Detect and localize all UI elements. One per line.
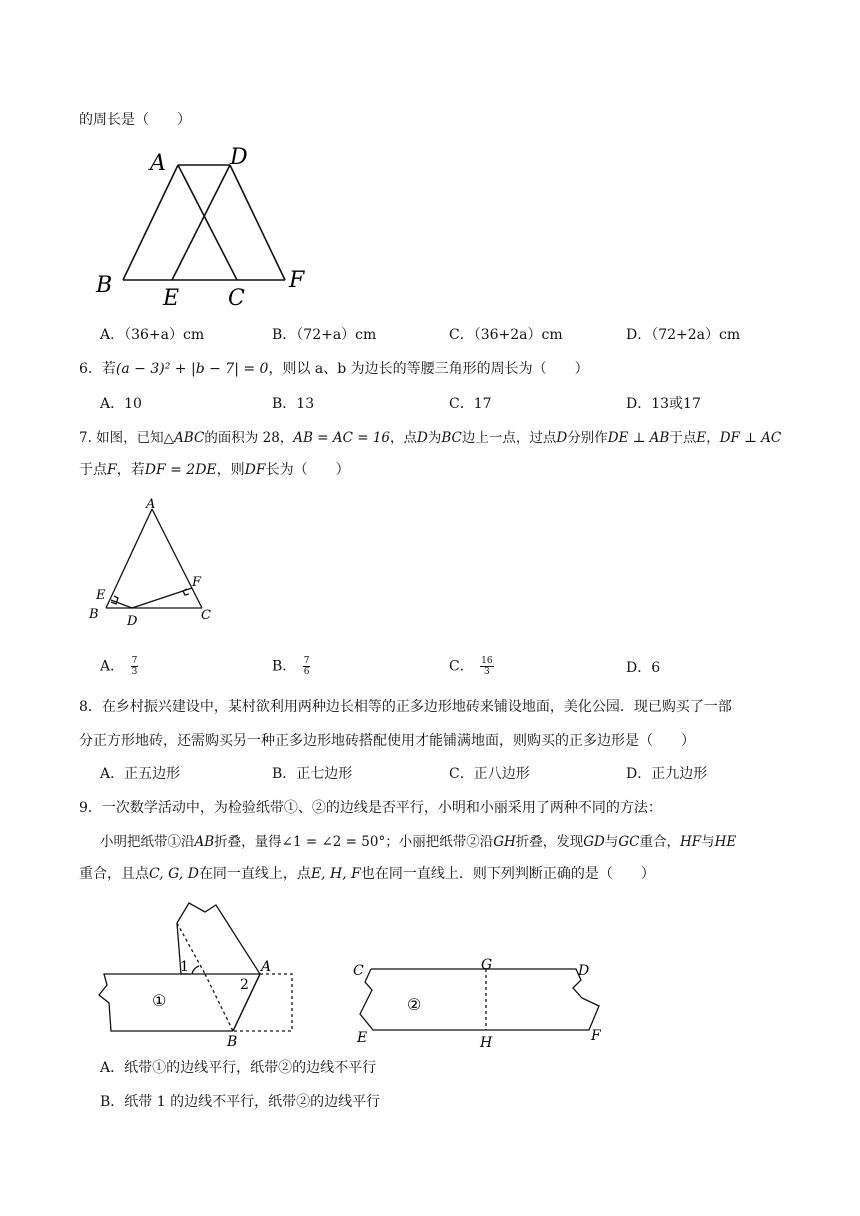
q9-text: 折叠，量得∠1 = ∠2 = 50°；小丽把纸带②沿 [214, 834, 494, 850]
q7-text: ，则 [216, 462, 245, 478]
fraction-denominator: 3 [484, 667, 490, 677]
q9-text: 与 [701, 834, 715, 850]
q7-math: DF [244, 462, 266, 478]
q7-text: 于点 [79, 462, 107, 478]
q9-text: 重合， [639, 834, 680, 850]
q7-text: 7. 如图，已知△ [79, 430, 175, 446]
q9-option-b: B．纸带 1 的边线不平行，纸带②的边线平行 [100, 1094, 381, 1110]
q7-option-letter: B． [272, 658, 297, 675]
q9-figure-tape-2 [345, 950, 615, 1050]
q5-label-E: E [163, 286, 180, 311]
q9-text: 重合，且点 [79, 866, 149, 882]
q9-fig1-label-B: B [227, 1034, 238, 1050]
q7-option-c [449, 656, 494, 677]
q9-fig2-label-D: D [578, 963, 590, 979]
q9-math: HF [680, 834, 702, 850]
q9-stem-line3 [79, 864, 655, 884]
q7-label-C: C [201, 608, 211, 623]
q6-expression: (a − 3)² + |b − 7| = 0 [115, 361, 269, 377]
q7-text: 长为（ ） [265, 462, 350, 478]
q9-fig2-label-H: H [480, 1035, 493, 1051]
q9-fig2-label-E: E [357, 1030, 368, 1046]
q9-fig1-circle-1: ① [152, 991, 167, 1010]
q7-label-D: D [127, 614, 138, 629]
q8-option-c: C．正八边形 [449, 766, 530, 782]
q9-fig1-label-2: 2 [240, 977, 249, 993]
q9-text: 在同一直线上，点 [198, 866, 311, 882]
q5-label-F: F [289, 268, 305, 293]
q5-option-c: C．（36+2a）cm [449, 327, 563, 343]
q7-text: ，点 [390, 430, 418, 446]
q7-figure [85, 495, 225, 630]
q7-text: 于点 [669, 430, 697, 446]
fraction [480, 656, 493, 677]
q9-fig2-label-G: G [481, 957, 493, 973]
q7-option-letter: D． [626, 660, 652, 676]
q7-math: AB = AC = 16 [293, 430, 391, 446]
q7-math: F [107, 462, 117, 478]
fraction-numerator: 16 [481, 656, 493, 666]
q5-option-a: A．（36+a）cm [100, 327, 205, 343]
q7-text: ，若 [116, 462, 145, 478]
q7-math: D [556, 430, 568, 446]
q7-math: ABC [174, 430, 205, 446]
fraction-denominator: 6 [303, 667, 310, 677]
q6-stem [79, 359, 589, 379]
q5-label-C: C [228, 286, 245, 311]
q9-math: GD [583, 834, 605, 850]
q9-fig2-label-C: C [353, 963, 364, 979]
q7-math: D [417, 430, 428, 446]
q6-option-c: C．17 [449, 396, 492, 412]
q5-figure [90, 140, 330, 310]
q7-option-letter: A． [100, 658, 125, 675]
q7-option-letter: C． [449, 658, 474, 675]
q9-fig2-circle-2: ② [407, 995, 422, 1014]
q6-option-b: B．13 [272, 396, 315, 412]
q7-text: 边上一点，过点 [461, 430, 557, 446]
q7-math: DF = 2DE [144, 462, 217, 478]
q9-text: 小明把纸带①沿 [100, 834, 195, 850]
q7-option-d [626, 658, 660, 678]
q9-stem-line2 [100, 832, 736, 852]
q8-option-a: A．正五边形 [100, 766, 181, 782]
q7-text: 分别作 [567, 430, 608, 446]
q5-label-D: D [230, 145, 248, 170]
q5-stem-tail: 的周长是（ ） [79, 112, 191, 128]
q6-option-d: D．13或17 [626, 396, 701, 412]
q5-label-B: B [96, 273, 113, 298]
q7-math: E [696, 430, 707, 446]
q9-stem-line1: 9．一次数学活动中，为检验纸带①、②的边线是否平行，小明和小丽采用了两种不同的方法： [79, 800, 662, 816]
q7-label-B: B [89, 607, 99, 622]
q5-label-A: A [150, 151, 166, 176]
fraction-numerator: 7 [303, 656, 310, 666]
q7-stem-line2 [79, 460, 350, 480]
q7-text: ， [706, 430, 720, 446]
q7-math: DF ⊥ AC [719, 430, 782, 446]
q7-math: DE ⊥ AB [607, 430, 670, 446]
q9-math: GH [493, 834, 516, 850]
q9-fig1-label-A: A [261, 959, 272, 975]
q9-math: HE [714, 834, 737, 850]
fraction-denominator: 3 [131, 667, 138, 677]
q9-math: GC [618, 834, 640, 850]
q9-text: 折叠，发现 [515, 834, 584, 850]
q9-text: 与 [604, 834, 619, 850]
q7-text: 为 [427, 430, 442, 446]
q7-stem-line1 [79, 428, 781, 448]
q9-text: 也在同一直线上．则下列判断正确的是（ ） [360, 866, 655, 882]
q9-fig1-label-1: 1 [180, 959, 189, 975]
q9-option-a: A．纸带①的边线平行，纸带②的边线不平行 [100, 1060, 377, 1076]
q7-text: 的面积为 28， [204, 430, 294, 446]
q8-option-b: B．正七边形 [272, 766, 353, 782]
q7-label-F: F [192, 575, 202, 590]
q7-math: BC [441, 430, 462, 446]
q9-math: E, H, F [310, 866, 361, 882]
q8-stem-line2: 分正方形地砖，还需购买另一种正多边形地砖搭配使用才能铺满地面，则购买的正多边形是（ ） [79, 733, 695, 749]
q5-option-b: B．（72+a）cm [272, 327, 377, 343]
q6-prefix: 6．若 [79, 361, 116, 377]
q7-option-b [272, 656, 310, 677]
q9-math: AB [194, 834, 215, 850]
q9-figure-tape-1 [95, 895, 305, 1050]
q7-option-value: 6 [651, 660, 661, 676]
q5-option-d: D．（72+2a）cm [626, 327, 741, 343]
q6-option-a: A．10 [100, 396, 142, 412]
q8-stem-line1: 8．在乡村振兴建设中，某村欲利用两种边长相等的正多边形地砖来铺设地面，美化公园．现已购买了一部 [79, 699, 732, 715]
q7-label-A: A [146, 497, 156, 512]
q7-option-a [100, 656, 138, 677]
fraction [303, 656, 311, 677]
q7-label-E: E [96, 588, 106, 603]
fraction [131, 656, 139, 677]
fraction-numerator: 7 [131, 656, 138, 666]
q6-suffix: ，则以 a、b 为边长的等腰三角形的周长为（ ） [268, 361, 589, 377]
q8-option-d: D．正九边形 [626, 766, 708, 782]
q9-fig2-label-F: F [591, 1028, 601, 1044]
q9-math: C, G, D [149, 866, 199, 882]
